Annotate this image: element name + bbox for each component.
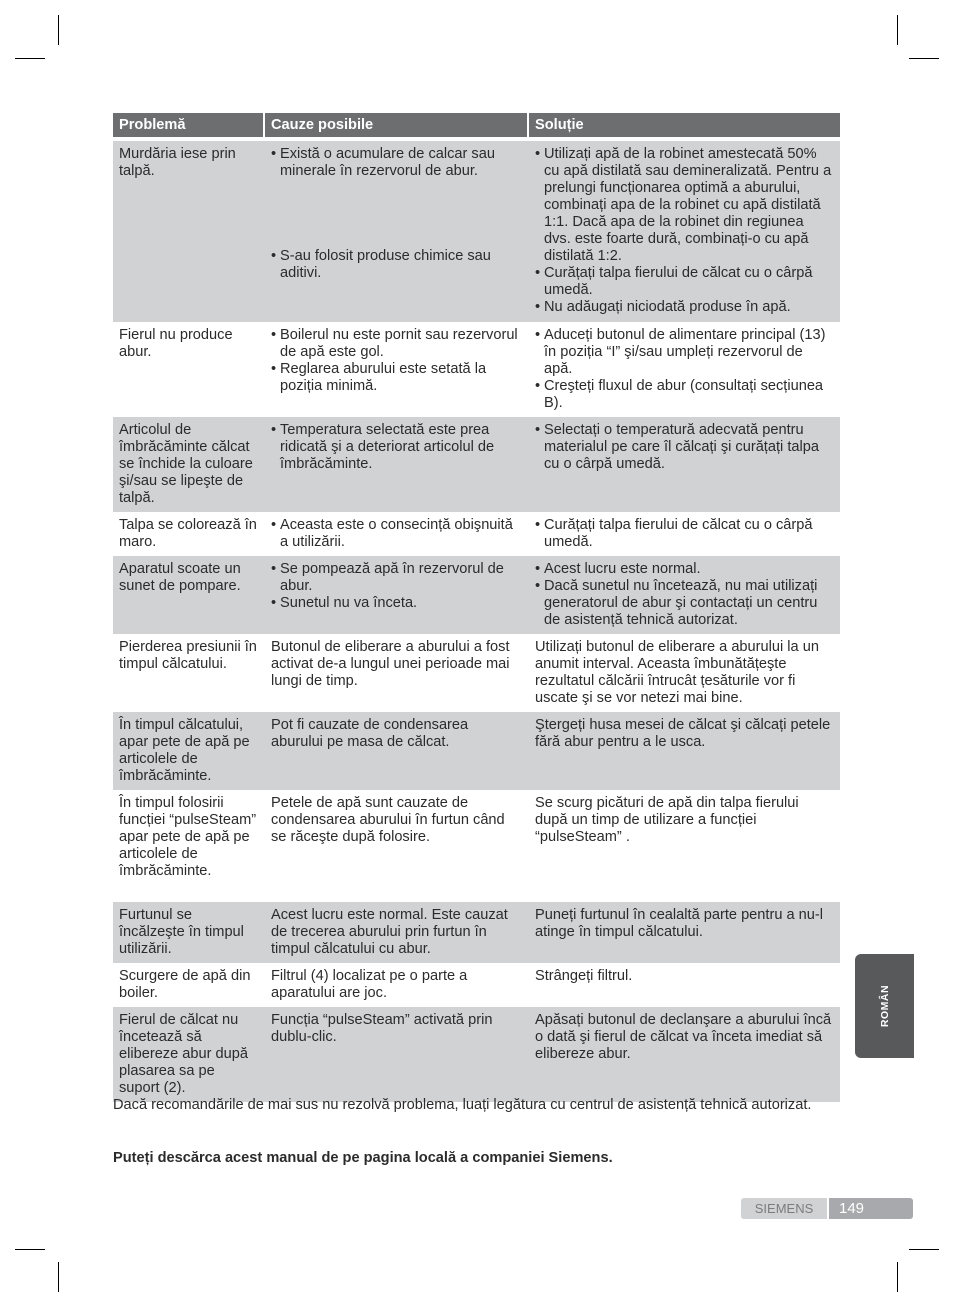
causes-cell (265, 963, 529, 1007)
crop-mark (897, 1262, 898, 1292)
cause-text: Acest lucru este normal. Este cauzat de trecerea aburului prin furtun în timpul călcatului cu abur. (271, 907, 508, 957)
causes-cell (265, 790, 529, 902)
solutions-cell (529, 712, 840, 790)
solutions-list (535, 517, 832, 551)
table-row (113, 634, 840, 712)
problem-cell (113, 902, 265, 963)
solution-item: • Dacă sunetul nu încetează, nu mai utilizați generatorul de abur şi contactați un centru de asistență tehnică autorizat. (535, 578, 832, 629)
problem-text: Articolul de îmbrăcăminte călcat se închide la culoare şi/sau se lipeşte de talpă. (119, 422, 253, 506)
problem-cell (113, 963, 265, 1007)
crop-mark (897, 15, 898, 45)
solution-text: Strângeți filtrul. (535, 968, 633, 984)
cause-item: • S-au folosit produse chimice sau aditivi. (271, 248, 521, 282)
solutions-list (535, 146, 832, 265)
causes-cell (265, 141, 529, 322)
causes-cell (265, 512, 529, 556)
solutions-list (535, 422, 832, 473)
table-row (113, 141, 840, 322)
problem-text: Aparatul scoate un sunet de pompare. (119, 561, 241, 594)
table-row (113, 417, 840, 512)
solutions-cell (529, 512, 840, 556)
cause-text: Funcția “pulseSteam” activată prin dublu-clic. (271, 1012, 493, 1045)
cause-text: Butonul de eliberare a aburului a fost activat de-a lungul unei perioade mai lungi de timp. (271, 639, 510, 689)
causes-list (271, 248, 521, 282)
problem-cell (113, 790, 265, 902)
problem-text: În timpul călcatului, apar pete de apă pe articolele de îmbrăcăminte. (119, 717, 250, 784)
problem-cell (113, 512, 265, 556)
crop-mark (58, 15, 59, 45)
table-row (113, 790, 840, 902)
table-row (113, 902, 840, 963)
solutions-cell (529, 963, 840, 1007)
problem-cell (113, 634, 265, 712)
crop-mark (909, 1249, 939, 1250)
cause-text: Filtrul (4) localizat pe o parte a aparatului are joc. (271, 968, 468, 1001)
solution-text: Ştergeți husa mesei de călcat şi călcați petele fără abur pentru a le usca. (535, 717, 831, 750)
crop-mark (909, 58, 939, 59)
causes-list (271, 146, 521, 180)
problem-text: Scurgere de apă din boiler. (119, 968, 251, 1001)
solutions-cell (529, 1007, 840, 1102)
header-problem: Problemă (113, 113, 265, 141)
solutions-cell (529, 556, 840, 634)
causes-cell (265, 712, 529, 790)
problem-text: Fierul nu produce abur. (119, 327, 233, 360)
troubleshooting-table (113, 113, 840, 1102)
problem-cell (113, 322, 265, 417)
cause-text: Petele de apă sunt cauzate de condensarea aburului în furtun când se răceşte după folosire. (271, 795, 505, 845)
causes-list (271, 561, 521, 612)
causes-list (271, 422, 521, 473)
header-causes: Cauze posibile (265, 113, 529, 141)
solution-item: • Curățați talpa fierului de călcat cu o cârpă umedă. (535, 265, 832, 299)
problem-cell (113, 712, 265, 790)
causes-cell (265, 417, 529, 512)
problem-cell (113, 556, 265, 634)
problem-cell (113, 1007, 265, 1102)
solution-text: Apăsați butonul de declanşare a aburului încă o dată şi fierul de călcat va înceta imediat să elibereze abur. (535, 1012, 832, 1062)
crop-mark (58, 1262, 59, 1292)
solutions-cell (529, 902, 840, 963)
problem-text: Furtunul se încălzeşte în timpul utilizării. (119, 907, 244, 957)
causes-list (271, 327, 521, 395)
cause-item: • Temperatura selectată este prea ridicată şi a deteriorat articolul de îmbrăcăminte. (271, 422, 521, 473)
problem-cell (113, 141, 265, 322)
solution-item: • Curățați talpa fierului de călcat cu o cârpă umedă. (535, 517, 832, 551)
causes-cell (265, 1007, 529, 1102)
table-row (113, 963, 840, 1007)
table-row (113, 1007, 840, 1102)
support-note: Dacă recomandările de mai sus nu rezolvă problema, luați legătura cu centrul de asistență tehnică autorizat. (113, 1097, 812, 1113)
causes-cell (265, 556, 529, 634)
solutions-cell (529, 322, 840, 417)
solution-item: • Utilizați apă de la robinet amestecată 50% cu apă distilată sau demineralizată. Pentru a prelungi funcționarea optimă a aburului, combinați apa de la robinet cu apă distilată 1:1. Dacă apa de la robinet din regiunea dvs. este foarte dură, combinați-o cu apă distilată 1:2. (535, 146, 832, 265)
problem-text: Murdăria iese prin talpă. (119, 146, 236, 179)
cause-item: • Boilerul nu este pornit sau rezervorul de apă este gol. (271, 327, 521, 361)
table-row (113, 556, 840, 634)
solution-item: • Selectați o temperatură adecvată pentru materialul pe care îl călcați şi curățați talpa cu o cârpă umedă. (535, 422, 832, 473)
solution-item: • Aduceți butonul de alimentare principal (13) în poziția “I” şi/sau umpleți rezervorul de apă. (535, 327, 832, 378)
cause-item: • Reglarea aburului este setată la poziția minimă. (271, 361, 521, 395)
crop-mark (15, 58, 45, 59)
cause-item: • Aceasta este o consecință obişnuită a utilizării. (271, 517, 521, 551)
causes-cell (265, 902, 529, 963)
table-row (113, 712, 840, 790)
causes-cell (265, 634, 529, 712)
solutions-cell (529, 634, 840, 712)
solutions-cell (529, 417, 840, 512)
solution-text: Se scurg picături de apă din talpa fierului după un timp de utilizare a funcției “pulseSteam” . (535, 795, 799, 845)
cause-item: • Se pompează apă în rezervorul de abur. (271, 561, 521, 595)
problem-text: Talpa se colorează în maro. (119, 517, 257, 550)
solutions-cell (529, 141, 840, 322)
header-solution: Soluție (529, 113, 840, 141)
language-tab-label: ROMÂN (878, 984, 891, 1028)
solutions-cell (529, 790, 840, 902)
causes-cell (265, 322, 529, 417)
solution-item: • Nu adăugați niciodată produse în apă. (535, 299, 832, 316)
cause-text: Pot fi cauzate de condensarea aburului pe masa de călcat. (271, 717, 469, 750)
download-note: Puteți descărca acest manual de pe pagina locală a companiei Siemens. (113, 1150, 613, 1166)
cause-item: • Sunetul nu va înceta. (271, 595, 521, 612)
problem-cell (113, 417, 265, 512)
problem-text: În timpul folosirii funcției “pulseSteam” apar pete de apă pe articolele de îmbrăcăminte. (119, 795, 257, 879)
cause-item: • Există o acumulare de calcar sau minerale în rezervorul de abur. (271, 146, 521, 180)
problem-text: Pierderea presiunii în timpul călcatului. (119, 639, 257, 672)
solutions-list (535, 327, 832, 412)
brand-label: SIEMENS (741, 1198, 827, 1219)
solution-text: Puneți furtunul în cealaltă parte pentru a nu-l atinge în timpul călcatului. (535, 907, 824, 940)
crop-mark (15, 1249, 45, 1250)
table-row (113, 322, 840, 417)
solution-item: • Creşteți fluxul de abur (consultați secțiunea B). (535, 378, 832, 412)
page-number: 149 (829, 1198, 913, 1219)
solution-item: • Acest lucru este normal. (535, 561, 832, 578)
table-header-row (113, 113, 840, 141)
language-tab (855, 954, 914, 1058)
table-row (113, 512, 840, 556)
solutions-list (535, 265, 832, 316)
solution-text: Utilizați butonul de eliberare a aburului la un anumit interval. Aceasta îmbunătățeşte rezultatul călcării întrucât țesăturile vor fi uscate şi se vor netezi mai bine. (535, 639, 819, 706)
solutions-list (535, 561, 832, 629)
causes-list (271, 517, 521, 551)
problem-text: Fierul de călcat nu încetează să elibereze abur după plasarea sa pe suport (2). (119, 1012, 249, 1096)
